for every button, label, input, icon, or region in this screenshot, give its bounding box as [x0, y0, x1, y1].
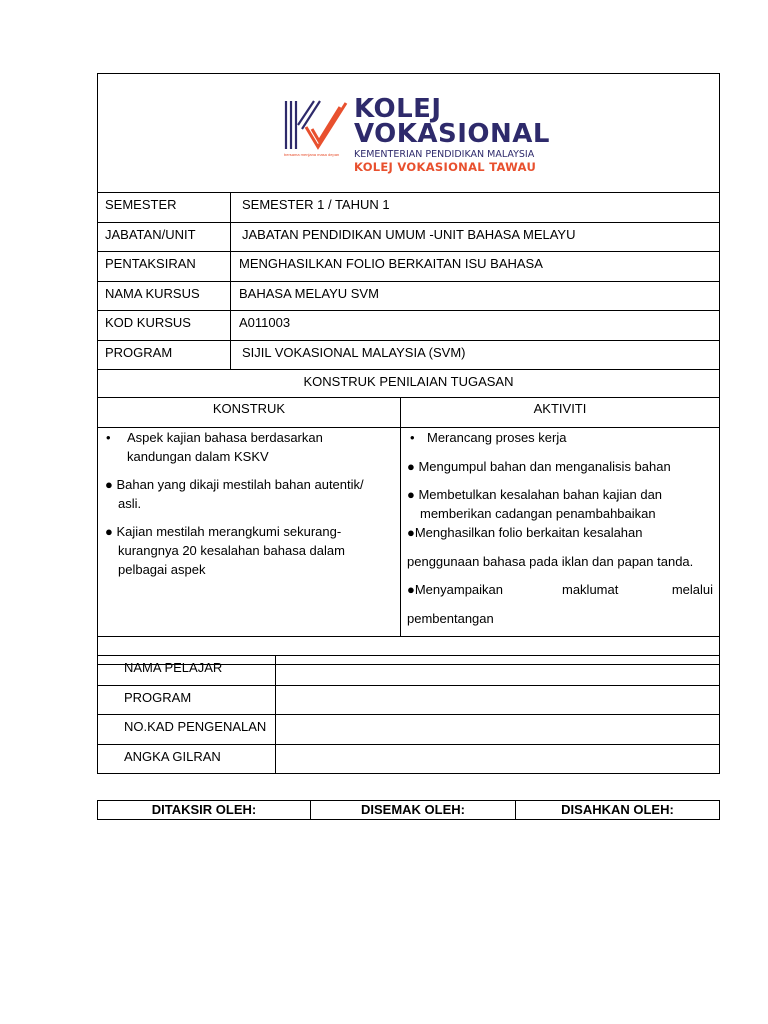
info-row-program [98, 341, 719, 371]
aktiviti-item-5-word1: ●Menyampaikan [407, 582, 504, 597]
konstruk-item-2: ● Bahan yang dikaji mestilah bahan autentik/ [105, 477, 364, 492]
aktiviti-item-3: ● Membetulkan kesalahan bahan kajian dan [407, 487, 663, 502]
konstruk-item-3-cont2: pelbagai aspek [118, 562, 206, 577]
konstruk-header: KONSTRUK [98, 398, 401, 427]
aktiviti-list [401, 428, 719, 636]
info-key: SEMESTER [98, 193, 231, 222]
student-name-field[interactable] [276, 656, 719, 685]
section-title: KONSTRUK PENILAIAN TUGASAN [98, 370, 719, 398]
assessed-by-label: DITAKSIR OLEH: [98, 801, 311, 819]
aktiviti-item-4-cont: penggunaan bahasa pada iklan dan papan tanda. [407, 554, 694, 569]
aktiviti-item-4: ●Menghasilkan folio berkaitan kesalahan [407, 525, 643, 540]
konstruk-item-3: ● Kajian mestilah merangkumi sekurang- [105, 524, 342, 539]
info-row-nama-kursus [98, 282, 719, 312]
student-row-index [98, 745, 719, 774]
info-value: SEMESTER 1 / TAHUN 1 [242, 197, 390, 212]
info-value: JABATAN PENDIDIKAN UMUM -UNIT BAHASA MELAYU [242, 226, 576, 242]
assessment-cover-table [97, 73, 720, 665]
student-row-program [98, 686, 719, 716]
student-key: ANGKA GILRAN [98, 745, 276, 774]
construct-activity-header [98, 398, 719, 428]
logo-line2: VOKASIONAL [354, 119, 550, 149]
info-key: NAMA KURSUS [98, 282, 231, 311]
logo-line1: KOLEJ [354, 94, 442, 124]
student-key: NAMA PELAJAR [98, 656, 276, 685]
kolej-vokasional-logo [284, 94, 550, 174]
info-key: KOD KURSUS [98, 311, 231, 340]
student-ic-field[interactable] [276, 715, 719, 744]
aktiviti-item-5-cont: pembentangan [407, 611, 494, 626]
aktiviti-item-3-cont: memberikan cadangan penambahbaikan [420, 506, 656, 521]
student-key: NO.KAD PENGENALAN [98, 715, 276, 744]
student-row-name [98, 656, 719, 686]
approved-by-label: DISAHKAN OLEH: [561, 802, 674, 817]
info-row-pentaksiran [98, 252, 719, 282]
info-value: SIJIL VOKASIONAL MALAYSIA (SVM) [242, 344, 466, 360]
info-row-semester [98, 193, 719, 223]
bullet-icon: • [410, 430, 415, 445]
student-row-ic [98, 715, 719, 745]
logo-row [98, 74, 719, 193]
info-row-kod-kursus [98, 311, 719, 341]
info-key: JABATAN/UNIT [98, 223, 231, 252]
aktiviti-item-5-word2: maklumat [562, 582, 619, 597]
kv-emblem-icon [284, 99, 352, 151]
info-value: A011003 [239, 315, 291, 330]
checked-by-label: DISEMAK OLEH: [311, 801, 516, 819]
info-value: MENGHASILKAN FOLIO BERKAITAN ISU BAHASA [239, 256, 543, 271]
info-key: PROGRAM [98, 341, 231, 370]
info-row-jabatan [98, 223, 719, 253]
konstruk-item-1: Aspek kajian bahasa berdasarkan [127, 430, 323, 445]
signoff-table [97, 800, 720, 820]
student-key: PROGRAM [98, 686, 276, 715]
info-key: PENTAKSIRAN [98, 252, 231, 281]
logo-tagline: bersama menjana masa depan [284, 152, 340, 157]
student-details-table [97, 655, 720, 774]
konstruk-item-3-cont: kurangnya 20 kesalahan bahasa dalam [118, 543, 345, 558]
aktiviti-item-2: ● Mengumpul bahan dan menganalisis bahan [407, 459, 671, 474]
aktiviti-item-5-word3: melalui [671, 582, 713, 597]
construct-activity-body [98, 428, 719, 637]
bullet-icon: • [106, 430, 111, 445]
info-value: BAHASA MELAYU SVM [239, 285, 379, 301]
konstruk-item-2-cont: asli. [118, 496, 142, 511]
konstruk-item-1-cont: kandungan dalam KSKV [127, 449, 269, 464]
aktiviti-header: AKTIVITI [533, 401, 587, 416]
aktiviti-item-1: Merancang proses kerja [427, 430, 567, 445]
student-index-field[interactable] [276, 745, 719, 774]
logo-ministry: KEMENTERIAN PENDIDIKAN MALAYSIA [354, 149, 535, 160]
konstruk-list [98, 428, 401, 636]
logo-college: KOLEJ VOKASIONAL TAWAU [354, 160, 537, 174]
student-program-field[interactable] [276, 686, 719, 715]
